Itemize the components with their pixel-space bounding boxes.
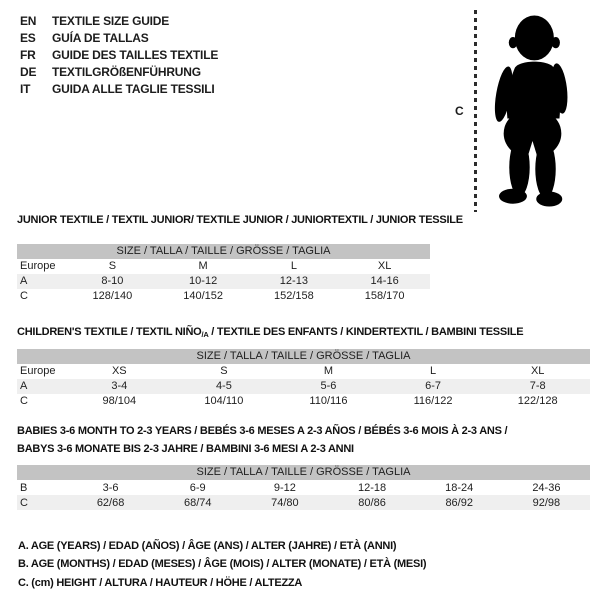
size-header-row [17, 244, 430, 259]
language-row [20, 64, 218, 81]
size-value-cell: 116/122 [413, 395, 453, 407]
size-header-cell: SIZE / TALLA / TAILLE / GRÖSSE / TAGLIA [17, 349, 590, 364]
babies-table-section [17, 424, 590, 510]
language-title: GUÍA DE TALLAS [52, 31, 149, 45]
size-table [17, 244, 430, 304]
size-value-cell: 92/98 [503, 495, 590, 510]
size-value-cell: 62/68 [67, 495, 154, 510]
table-title-line [17, 325, 590, 343]
size-value-cell: 4-5 [172, 379, 277, 394]
size-value-cell: 80/86 [328, 495, 415, 510]
children-table-title [17, 325, 590, 343]
size-value-cell: 10-12 [158, 274, 249, 289]
size-value-cell: M [323, 365, 334, 377]
language-code: IT [20, 82, 31, 96]
legend-line: B. AGE (MONTHS) / EDAD (MESES) / ÂGE (MOIS) / ALTER (MONATE) / ETÀ (MESI) [18, 558, 427, 571]
size-header-row [17, 465, 590, 480]
size-header-cell: SIZE / TALLA / TAILLE / GRÖSSE / TAGLIA [17, 244, 430, 259]
table-title-line [17, 442, 590, 460]
size-value-cell: 14-16 [339, 274, 430, 289]
size-value-cell: L [430, 365, 437, 377]
size-value-cell: 6-9 [189, 481, 206, 494]
table-row-c [17, 394, 590, 409]
row-label: Europe [20, 260, 56, 272]
size-value-cell: 8-10 [67, 274, 158, 289]
row-label: C [20, 290, 28, 302]
children-table-section [17, 325, 590, 409]
language-code: EN [20, 14, 37, 28]
size-value-cell: 68/74 [154, 495, 241, 510]
size-value-cell: 104/110 [204, 395, 244, 407]
language-title: TEXTILE SIZE GUIDE [52, 14, 170, 28]
size-table [17, 349, 590, 409]
table-row-b [17, 480, 590, 495]
size-value-cell: 140/152 [183, 290, 223, 302]
legend-line: C. (cm) HEIGHT / ALTURA / HAUTEUR / HÖHE / ALTEZZA [18, 576, 303, 589]
title-text: BABYS 3-6 MONATE BIS 2-3 JAHRE / BAMBINI 3-6 MESI A 2-3 ANNI [17, 442, 354, 455]
size-value-cell: 98/104 [102, 395, 137, 407]
table-title-line [17, 424, 590, 442]
size-value-cell: 5-6 [276, 379, 381, 394]
size-value-cell: XL [377, 260, 392, 272]
row-label: B [20, 481, 28, 494]
children-table-holder [17, 349, 590, 409]
size-value-cell: 122/128 [517, 395, 558, 407]
size-value-cell: 86/92 [416, 495, 503, 510]
table-row-europe [17, 259, 430, 274]
size-value-cell: 3-6 [102, 481, 119, 494]
size-value-cell: 12-18 [357, 481, 387, 494]
size-value-cell: 3-4 [67, 379, 172, 394]
junior-table-title [17, 213, 463, 231]
title-subscript: /A [201, 330, 209, 339]
row-label: C [20, 395, 28, 407]
size-table [17, 465, 590, 510]
size-value-cell: XS [111, 365, 127, 377]
language-row [20, 30, 218, 47]
table-title-line [17, 213, 463, 231]
row-label: Europe [20, 365, 56, 377]
language-row [20, 81, 218, 98]
language-code: DE [20, 65, 37, 79]
size-value-cell: 24-36 [532, 481, 561, 494]
row-label: A [17, 274, 67, 289]
table-row-europe [17, 364, 590, 379]
size-header-row [17, 349, 590, 364]
size-value-cell: 152/158 [273, 290, 314, 302]
toddler-silhouette-icon [486, 8, 579, 214]
table-row-a [17, 379, 590, 394]
junior-table-holder [17, 244, 463, 304]
language-title: GUIDA ALLE TAGLIE TESSILI [52, 82, 215, 96]
language-row [20, 13, 218, 30]
size-value-cell: L [290, 260, 297, 272]
size-value-cell: 110/116 [309, 395, 348, 407]
size-value-cell: 74/80 [241, 495, 328, 510]
table-row-a [17, 274, 430, 289]
size-value-cell: 18-24 [445, 481, 474, 494]
language-title: TEXTILGRÖßENFÜHRUNG [52, 65, 201, 79]
size-value-cell: M [198, 260, 208, 272]
size-header-cell: SIZE / TALLA / TAILLE / GRÖSSE / TAGLIA [17, 465, 590, 480]
row-label: A [17, 379, 67, 394]
title-text: JUNIOR TEXTILE / TEXTIL JUNIOR/ TEXTILE JUNIOR / JUNIORTEXTIL / JUNIOR TESSILE [17, 214, 463, 226]
table-row-c [17, 289, 430, 304]
height-dashed-line [474, 10, 477, 212]
size-value-cell: 9-12 [273, 481, 296, 494]
size-value-cell: 12-13 [249, 274, 340, 289]
babies-table-title [17, 424, 590, 459]
language-row [20, 47, 218, 64]
size-value-cell: S [108, 260, 117, 272]
size-value-cell: 158/170 [364, 290, 405, 302]
size-value-cell: XL [530, 365, 545, 377]
junior-table-section [17, 213, 463, 304]
size-value-cell: S [220, 365, 228, 377]
title-text: BABIES 3-6 MONTH TO 2-3 YEARS / BEBÉS 3-6 MESES A 2-3 AÑOS / BÉBÉS 3-6 MOIS À 2-3 ANS / [17, 425, 508, 437]
table-row-c [17, 495, 590, 510]
language-code: FR [20, 48, 36, 62]
measurement-legend [18, 537, 426, 592]
size-value-cell: 128/140 [92, 290, 133, 302]
size-value-cell: 6-7 [381, 379, 486, 394]
size-value-cell: 7-8 [485, 379, 590, 394]
row-label: C [17, 495, 67, 510]
height-measure-label: C [455, 104, 464, 118]
legend-line: A. AGE (YEARS) / EDAD (AÑOS) / ÂGE (ANS) / ALTER (JAHRE) / ETÀ (ANNI) [18, 540, 397, 552]
language-title-list [20, 13, 218, 98]
title-text: CHILDREN'S TEXTILE / TEXTIL NIÑO [17, 326, 202, 338]
language-code: ES [20, 31, 36, 45]
language-title: GUIDE DES TAILLES TEXTILE [52, 48, 219, 62]
title-text: / TEXTILE DES ENFANTS / KINDERTEXTIL / BAMBINI TESSILE [208, 326, 524, 338]
babies-table-holder [17, 465, 590, 510]
